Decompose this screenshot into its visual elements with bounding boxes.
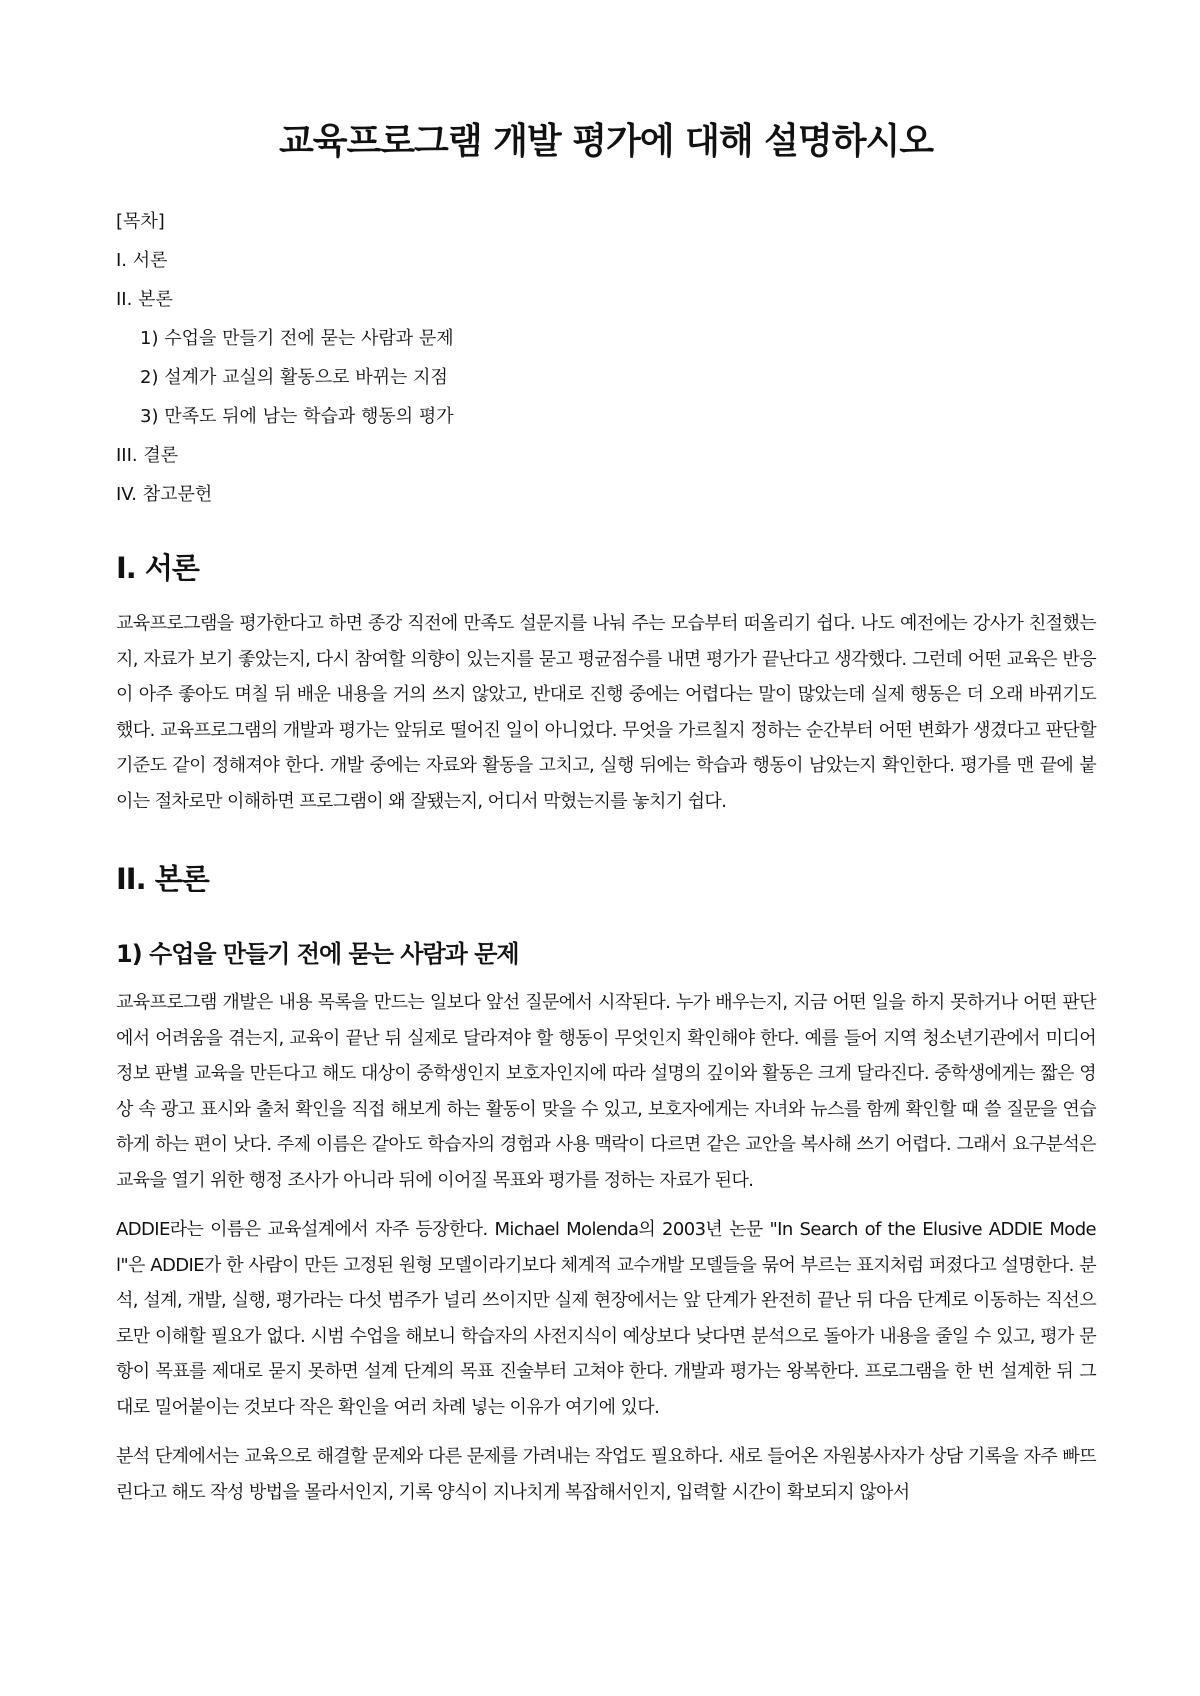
section-spacer <box>116 917 1096 937</box>
toc-heading: [목차] <box>116 211 165 232</box>
subsection-heading-1: 1) 수업을 만들기 전에 묻는 사람과 문제 <box>116 940 519 968</box>
section-heading-body: II. 본론 <box>116 862 209 896</box>
document-title: 교육프로그램 개발 평가에 대해 설명하시오 <box>278 121 934 162</box>
toc-item-body-sub1: 1) 수업을 만들기 전에 묻는 사람과 문제 <box>140 328 454 349</box>
section-heading-intro: I. 서론 <box>116 551 199 585</box>
body-paragraph-3: 분석 단계에서는 교육으로 해결할 문제와 다른 문제를 가려내는 작업도 필요하다. 새로 들어온 자원봉사자가 상담 기록을 자주 빠뜨린다고 해도 작성 방법을 몰라서인지, 기록 양식이 지나치게 복잡해서인지, 입력할 시간이 확보되지 않아서 <box>116 1446 1096 1503</box>
body-paragraph-1: 교육프로그램 개발은 내용 목록을 만드는 일보다 앞선 질문에서 시작된다. 누가 배우는지, 지금 어떤 일을 하지 못하거나 어떤 판단에서 어려움을 겪는지, 교육이 끝난 뒤 실제로 달라져야 할 행동이 무엇인지 확인해야 한다. 예를 들어 지역 청소년기관에서 미디어 정보 판별 교육을 만든다고 해도 대상이 중학생인지 보호자인지에 따라 설명의 깊이와 활동은 크게 달라진다. 중학생에게는 짧은 영상 속 광고 표시와 출처 확인을 직접 해보게 하는 활동이 맞을 수 있고, 보호자에게는 자녀와 뉴스를 함께 확인할 때 쓸 질문을 연습하게 하는 편이 낫다. 주제 이름은 같아도 학습자의 경험과 사용 맥락이 다르면 같은 교안을 복사해 쓰기 어렵다. 그래서 요구분석은 교육을 열기 위한 행정 조사가 아니라 뒤에 이어질 목표와 평가를 정하는 자료가 된다. <box>116 992 1096 1191</box>
table-of-contents <box>116 202 1096 514</box>
toc-item-intro: I. 서론 <box>116 250 168 271</box>
toc-item-references: IV. 참고문헌 <box>116 484 213 505</box>
section-spacer <box>116 833 1096 859</box>
toc-item-body: II. 본론 <box>116 289 173 310</box>
toc-item-body-sub3: 3) 만족도 뒤에 남는 학습과 행동의 평가 <box>140 406 454 427</box>
intro-paragraph: 교육프로그램을 평가한다고 하면 종강 직전에 만족도 설문지를 나눠 주는 모습부터 떠올리기 쉽다. 나도 예전에는 강사가 친절했는지, 자료가 보기 좋았는지, 다시 참여할 의향이 있는지를 묻고 평균점수를 내면 평가가 끝난다고 생각했다. 그런데 어떤 교육은 반응이 아주 좋아도 며칠 뒤 배운 내용을 거의 쓰지 않았고, 반대로 진행 중에는 어렵다는 말이 많았는데 실제 행동은 더 오래 바뀌기도 했다. 교육프로그램의 개발과 평가는 앞뒤로 떨어진 일이 아니었다. 무엇을 가르칠지 정하는 순간부터 어떤 변화가 생겼다고 판단할 기준도 같이 정해져야 한다. 개발 중에는 자료와 활동을 고치고, 실행 뒤에는 학습과 행동이 남았는지 확인한다. 평가를 맨 끝에 붙이는 절차로만 이해하면 프로그램이 왜 잘됐는지, 어디서 막혔는지를 놓치기 쉽다. <box>116 613 1096 812</box>
toc-item-conclusion: III. 결론 <box>116 445 179 466</box>
body-paragraph-2: ADDIE라는 이름은 교육설계에서 자주 등장한다. Michael Molenda의 2003년 논문 "In Search of the Elusive ADDIE Model"은 ADDIE가 한 사람이 만든 고정된 원형 모델이라기보다 체계적 교수개발 모델들을 묶어 부르는 표지처럼 퍼졌다고 설명한다. 분석, 설계, 개발, 실행, 평가라는 다섯 범주가 널리 쓰이지만 실제 현장에서는 앞 단계가 완전히 끝난 뒤 다음 단계로 이동하는 직선으로만 이해할 필요가 없다. 시범 수업을 해보니 학습자의 사전지식이 예상보다 낮다면 분석으로 돌아가 내용을 줄일 수 있고, 평가 문항이 목표를 제대로 묻지 못하면 설계 단계의 목표 진술부터 고쳐야 한다. 개발과 평가는 왕복한다. 프로그램을 한 번 설계한 뒤 그대로 밀어붙이는 것보다 작은 확인을 여러 차례 넣는 이유가 여기에 있다. <box>116 1219 1096 1418</box>
toc-item-body-sub2: 2) 설계가 교실의 활동으로 바뀌는 지점 <box>140 367 448 388</box>
